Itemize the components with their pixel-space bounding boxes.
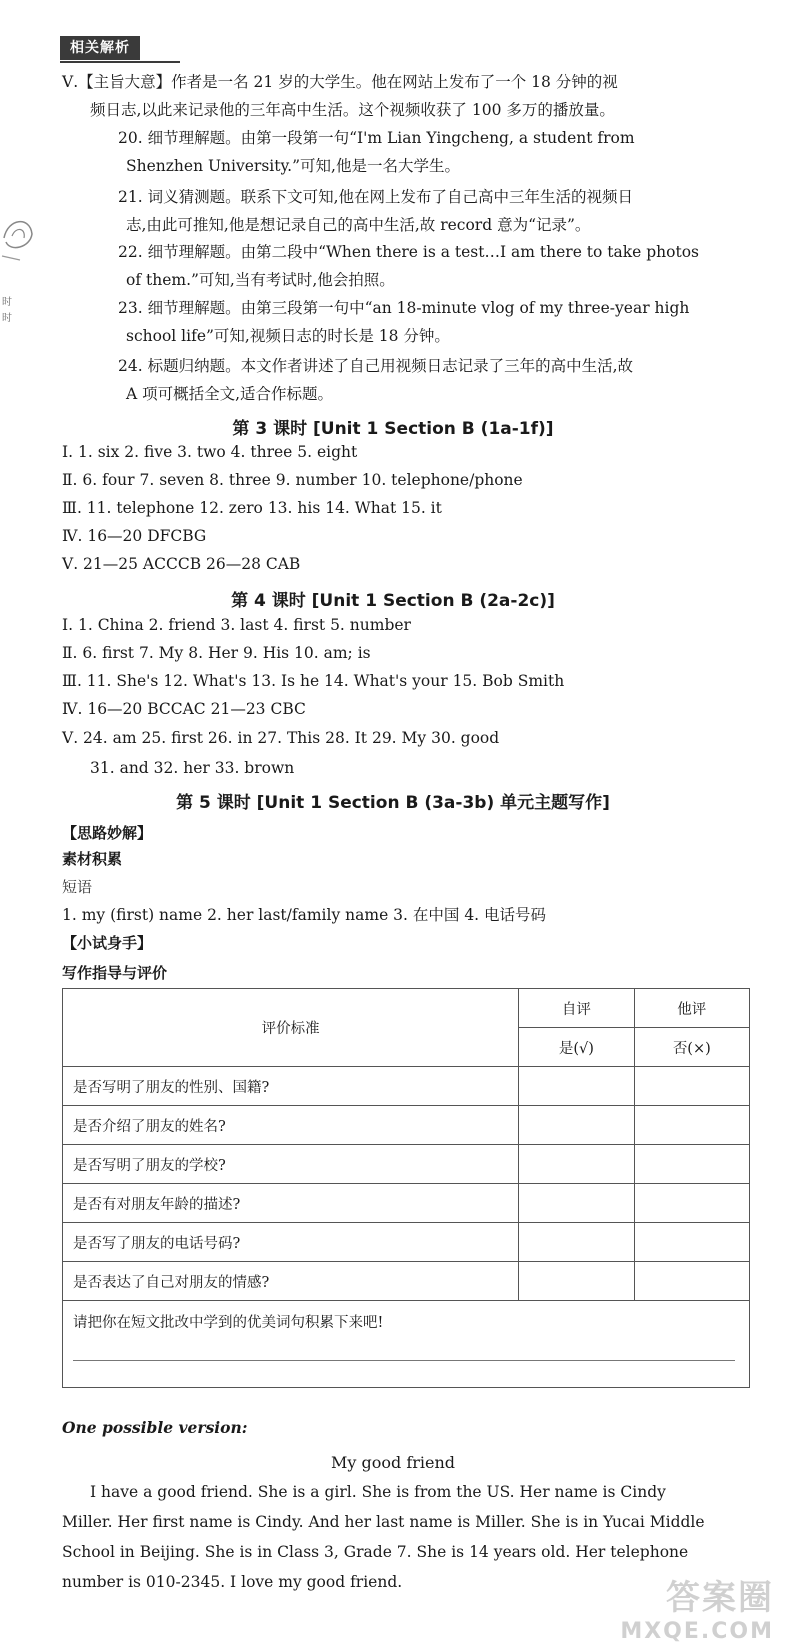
criterion-cell: 是否有对朋友年龄的描述? (63, 1184, 519, 1223)
peer-eval-cell[interactable] (634, 1106, 749, 1145)
essay-line-2: Miller. Her first name is Cindy. And her last name is Miller. She is in Yucai Middle (62, 1513, 705, 1531)
lesson3-row-5: Ⅴ. 21—25 ACCCB 26—28 CAB (62, 555, 301, 573)
criterion-cell: 是否写了朋友的电话号码? (63, 1223, 519, 1262)
lesson3-row-1: Ⅰ. 1. six 2. five 3. two 4. three 5. eight (62, 443, 358, 461)
site-watermark (620, 1570, 774, 1644)
peer-eval-cell[interactable] (634, 1262, 749, 1301)
table-row (63, 1262, 750, 1301)
table-row (63, 1223, 750, 1262)
lesson3-row-2: Ⅱ. 6. four 7. seven 8. three 9. number 10. telephone/phone (62, 471, 523, 489)
self-eval-cell[interactable] (519, 1262, 634, 1301)
essay-line-1: I have a good friend. She is a girl. She is from the US. Her name is Cindy (90, 1483, 666, 1501)
table-row (63, 1067, 750, 1106)
q23-line-2: school life”可知,视频日志的时长是 18 分钟。 (126, 327, 450, 345)
lesson4-row-2: Ⅱ. 6. first 7. My 8. Her 9. His 10. am; is (62, 644, 371, 662)
phrase-list: 1. my (first) name 2. her last/family name 3. 在中国 4. 电话号码 (62, 906, 547, 924)
q20-line-2: Shenzhen University.”可知,他是一名大学生。 (126, 157, 460, 175)
lesson4-row-4: Ⅳ. 16—20 BCCAC 21—23 CBC (62, 700, 306, 718)
silu-heading: 【思路妙解】 (62, 824, 153, 842)
criterion-cell: 是否表达了自己对朋友的情感? (63, 1262, 519, 1301)
peer-eval-cell[interactable] (634, 1145, 749, 1184)
v-main-idea-line-1: Ⅴ.【主旨大意】作者是一名 21 岁的大学生。他在网站上发布了一个 18 分钟的视 (62, 73, 618, 91)
lesson4-title: 第 4 课时 [Unit 1 Section B (2a-2c)] (231, 591, 555, 611)
xiezuo-heading: 写作指导与评价 (62, 964, 168, 982)
criterion-cell: 是否介绍了朋友的姓名? (63, 1106, 519, 1145)
self-eval-cell[interactable] (519, 1184, 634, 1223)
table-header-row (63, 989, 750, 1028)
self-eval-cell[interactable] (519, 1223, 634, 1262)
table-row (63, 1145, 750, 1184)
lesson3-row-4: Ⅳ. 16—20 DFCBG (62, 527, 207, 545)
criterion-cell: 是否写明了朋友的性别、国籍? (63, 1067, 519, 1106)
q22-line-1: 22. 细节理解题。由第二段中“When there is a test…I am there to take photos (118, 243, 699, 261)
peer-eval-cell[interactable] (634, 1184, 749, 1223)
q20-line-1: 20. 细节理解题。由第一段第一句“I'm Lian Yingcheng, a student from (118, 129, 635, 147)
q22-line-2: of them.”可知,当有考试时,他会拍照。 (126, 271, 395, 289)
margin-note-2: 时 (2, 313, 12, 324)
section-tag: 相关解析 (60, 36, 140, 60)
table-row (63, 1106, 750, 1145)
watermark-logo-text: 答案圈 (666, 1578, 774, 1618)
peer-eval-cell[interactable] (634, 1223, 749, 1262)
lesson5-title: 第 5 课时 [Unit 1 Section B (3a-3b) 单元主题写作] (176, 793, 610, 813)
margin-note-1: 时 (2, 297, 12, 308)
watermark-url: MXQE.COM (620, 1619, 774, 1644)
xiaoshi-heading: 【小试身手】 (62, 934, 153, 952)
yes-header: 是(√) (519, 1028, 634, 1067)
lesson4-row-6: 31. and 32. her 33. brown (90, 759, 295, 777)
sucai-heading: 素材积累 (62, 850, 123, 868)
notes-prompt: 请把你在短文批改中学到的优美词句积累下来吧! (73, 1315, 384, 1331)
notes-writing-line (73, 1360, 735, 1361)
self-eval-header: 自评 (519, 989, 634, 1028)
q24-line-2: A 项可概括全文,适合作标题。 (126, 385, 334, 403)
tag-underline (60, 61, 180, 63)
lesson3-row-3: Ⅲ. 11. telephone 12. zero 13. his 14. What 15. it (62, 499, 442, 517)
essay-title: My good friend (330, 1453, 456, 1472)
q21-line-1: 21. 词义猜测题。联系下文可知,他在网上发布了自己高中三年生活的视频日 (118, 188, 634, 206)
evaluation-table (62, 988, 750, 1388)
self-eval-cell[interactable] (519, 1067, 634, 1106)
lesson4-row-5: Ⅴ. 24. am 25. first 26. in 27. This 28. It 29. My 30. good (62, 729, 500, 747)
margin-doodle (0, 208, 36, 264)
peer-eval-cell[interactable] (634, 1067, 749, 1106)
q21-line-2: 志,由此可推知,他是想记录自己的高中生活,故 record 意为“记录”。 (126, 216, 591, 234)
peer-eval-header: 他评 (634, 989, 749, 1028)
lesson4-row-3: Ⅲ. 11. She's 12. What's 13. Is he 14. What's your 15. Bob Smith (62, 672, 565, 690)
self-eval-cell[interactable] (519, 1145, 634, 1184)
no-header: 否(×) (634, 1028, 749, 1067)
essay-line-3: School in Beijing. She is in Class 3, Grade 7. She is 14 years old. Her telephone (62, 1543, 689, 1561)
table-row (63, 1184, 750, 1223)
lesson3-title: 第 3 课时 [Unit 1 Section B (1a-1f)] (232, 419, 554, 439)
v-main-idea-line-2: 频日志,以此来记录他的三年高中生活。这个视频收获了 100 多万的播放量。 (90, 101, 615, 119)
duanyu-label: 短语 (62, 878, 93, 896)
criteria-header: 评价标准 (63, 989, 519, 1067)
criterion-cell: 是否写明了朋友的学校? (63, 1145, 519, 1184)
notes-cell[interactable] (63, 1301, 750, 1388)
essay-line-4: number is 010-2345. I love my good friend. (62, 1573, 403, 1591)
notes-row (63, 1301, 750, 1388)
self-eval-cell[interactable] (519, 1106, 634, 1145)
q24-line-1: 24. 标题归纳题。本文作者讲述了自己用视频日志记录了三年的高中生活,故 (118, 357, 634, 375)
essay-label: One possible version: (62, 1418, 248, 1437)
q23-line-1: 23. 细节理解题。由第三段第一句中“an 18-minute vlog of my three-year high (118, 299, 690, 317)
lesson4-row-1: Ⅰ. 1. China 2. friend 3. last 4. first 5. number (62, 616, 411, 634)
